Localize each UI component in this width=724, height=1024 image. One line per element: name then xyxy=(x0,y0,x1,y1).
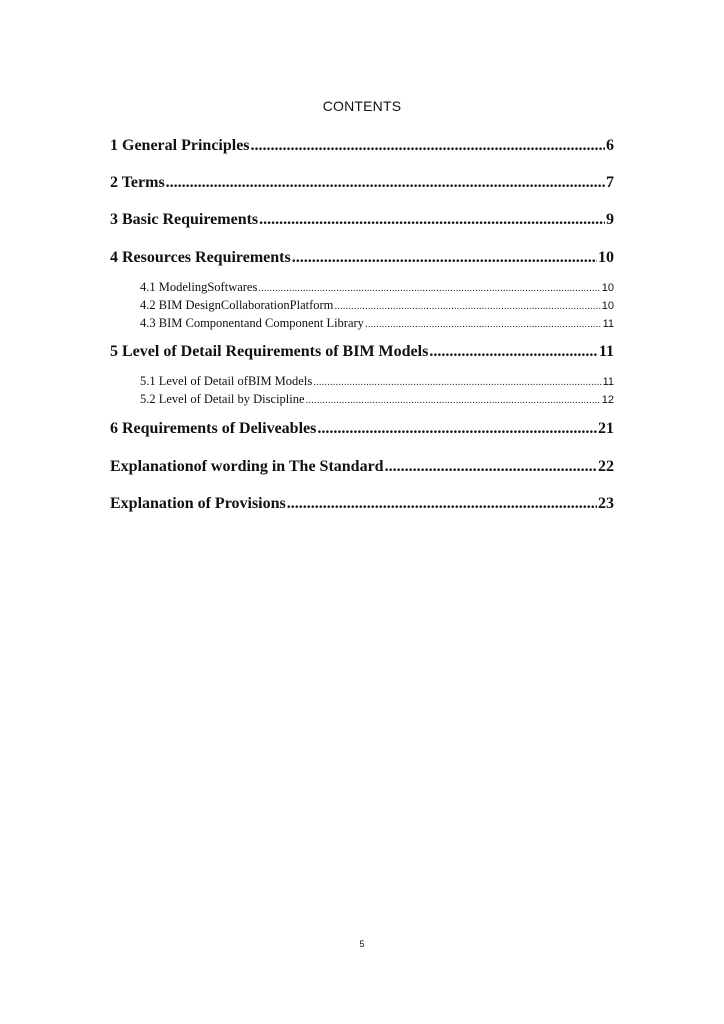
toc-leader-dots xyxy=(313,374,601,389)
toc-leader-dots xyxy=(334,298,600,313)
toc-entry-label: 4.2 BIM DesignCollaborationPlatform xyxy=(140,298,334,312)
toc-leader-dots xyxy=(365,316,602,331)
toc-entry-label: 4 Resources Requirements xyxy=(110,249,291,266)
toc-entry-basic-requirements[interactable] xyxy=(110,211,614,229)
toc-leader-dots xyxy=(306,392,601,407)
toc-entry-label: 5.1 Level of Detail ofBIM Models xyxy=(140,374,313,388)
toc-entry-label: 6 Requirements of Deliveables xyxy=(110,420,317,437)
toc-entry-collaboration-platform[interactable] xyxy=(140,298,614,313)
toc-leader-dots xyxy=(251,137,605,155)
toc-entry-page: 22 xyxy=(598,458,614,475)
page-number: 5 xyxy=(359,939,365,949)
toc-entry-page: 23 xyxy=(598,495,614,512)
toc-entry-modeling-softwares[interactable] xyxy=(140,280,614,295)
toc-entry-resources-requirements[interactable] xyxy=(110,249,614,267)
toc-entry-page: 6 xyxy=(606,137,614,154)
toc-entry-page: 21 xyxy=(598,420,614,437)
toc-leader-dots xyxy=(385,458,597,476)
toc-leader-dots xyxy=(258,280,600,295)
toc-entry-level-of-detail-models[interactable] xyxy=(140,374,614,389)
toc-entry-label: Explanation of Provisions xyxy=(110,495,286,512)
toc-leader-dots xyxy=(166,174,605,192)
toc-entry-label: 4.3 BIM Componentand Component Library xyxy=(140,316,364,330)
toc-entry-page: 11 xyxy=(598,343,614,360)
toc-entry-component-library[interactable] xyxy=(140,316,614,331)
toc-title: CONTENTS xyxy=(322,98,402,114)
toc-entry-page: 10 xyxy=(598,249,614,266)
toc-entry-label: 5.2 Level of Detail by Discipline xyxy=(140,392,305,406)
toc-entry-level-of-detail-discipline[interactable] xyxy=(140,392,614,407)
toc-entry-page: 9 xyxy=(606,211,614,228)
toc-leader-dots xyxy=(287,495,597,513)
toc-entry-label: 1 General Principles xyxy=(110,137,250,154)
toc-leader-dots xyxy=(317,420,597,438)
toc-entry-level-of-detail-requirements[interactable] xyxy=(110,343,614,361)
toc-entry-page: 11 xyxy=(602,318,614,330)
toc-entry-page: 7 xyxy=(606,174,614,191)
toc-leader-dots xyxy=(259,211,605,229)
toc-entry-label: 3 Basic Requirements xyxy=(110,211,259,228)
toc-entry-page: 10 xyxy=(601,300,614,312)
toc-entry-label: 5 Level of Detail Requirements of BIM Models xyxy=(110,343,429,360)
toc-entry-deliveables[interactable] xyxy=(110,420,614,438)
toc-entry-label: Explanationof wording in The Standard xyxy=(110,458,384,475)
toc-entry-general-principles[interactable] xyxy=(110,137,614,155)
toc-entry-page: 12 xyxy=(601,394,614,406)
toc-entry-terms[interactable] xyxy=(110,174,614,192)
toc-leader-dots xyxy=(292,249,597,267)
toc-entry-label: 4.1 ModelingSoftwares xyxy=(140,280,258,294)
toc-entry-page: 10 xyxy=(601,282,614,294)
toc-entry-explanation-of-provisions[interactable] xyxy=(110,495,614,513)
toc-entry-label: 2 Terms xyxy=(110,174,165,191)
toc-entry-explanation-of-wording[interactable] xyxy=(110,458,614,476)
toc-leader-dots xyxy=(429,343,598,361)
toc-entry-page: 11 xyxy=(602,376,614,388)
